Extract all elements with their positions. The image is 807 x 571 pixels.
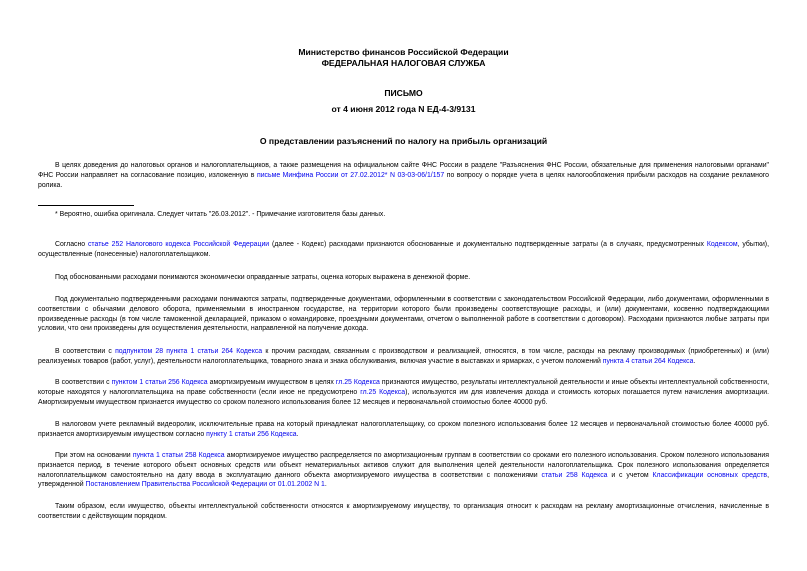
link-chapter-25[interactable]: гл.25 Кодекса <box>335 379 380 386</box>
link-point-1-article-256[interactable]: пунктом 1 статьи 256 Кодекса <box>111 379 208 386</box>
link-government-resolution[interactable]: Постановлением Правительства Российской Федерации от 01.01.2002 N 1 <box>85 481 325 489</box>
paragraph-9: Таким образом, если имущество, объекты интеллектуальной собственности относятся к амортизируемому имуществу, то организация относит к расходам на рекламу амортизационные отчисления, начисленные в соответствии с действующим порядком. <box>38 503 769 520</box>
link-point-1-article-256-second[interactable]: пункту 1 статьи 256 Кодекса <box>206 430 297 438</box>
paragraph-8: При этом на основании пункта 1 статьи 258 Кодекса амортизируемое имущество распределяется по амортизационным группам в соответствии со сроками его полезного использования. Сроком полезного использования признается период, в течение которого объект основных средств или объект нематериальных активов служит для выполнения целей деятельности налогоплательщика. Срок полезного использования определяется налогоплательщиком самостоятельно на дату ввода в эксплуатацию данного объекта амортизируемого имущества в соответствии с положениями статьи 258 Кодекса и с учетом Классификации основных средств, утвержденной Постановлением Правительства Российской Федерации от 01.01.2002 N 1. <box>38 452 769 489</box>
paragraph-3: Под обоснованными расходами понимаются экономически оправданные затраты, оценка которых выражена в денежной форме. <box>55 274 471 281</box>
link-article-252[interactable]: статье 252 Налогового кодекса Российской Федерации <box>87 241 270 248</box>
document-subject: О представлении разъяснений по налогу на прибыль организаций <box>259 136 548 146</box>
link-point-4-article-264[interactable]: пункта 4 статьи 264 Кодекса <box>602 357 694 365</box>
link-code[interactable]: Кодексом <box>706 241 738 248</box>
link-point-1-article-258[interactable]: пункта 1 статьи 258 Кодекса <box>132 452 225 459</box>
paragraph-4: Под документально подтвержденными расходами понимаются затраты, подтвержденные документами, оформленными в соответствии с законодательством Российской Федерации, либо документами, оформленными в соответствии с обычаями делового оборота, применяемыми в иностранном государстве, на территории которого были произведены соответствующие расходы, и (или) документами, косвенно подтверждающими произведенные расходы (в том числе таможенной декларацией, приказом о командировке, проездными документами, отчетом о выполненной работе в соответствии с договором). Расходами признаются любые затраты при условии, что они произведены для осуществления деятельности, направленной на получение дохода. <box>38 296 769 333</box>
paragraph-5: В соответствии с подпунктом 28 пункта 1 статьи 264 Кодекса к прочим расходам, связанным с производством и реализацией, относятся, в том числе, расходы на рекламу производимых (приобретенных) и (или) реализуемых товаров (работ, услуг), деятельности налогоплательщика, товарного знака и знака обслуживания, включая участие в выставках и ярмарках, с учетом положений пункта 4 статьи 264 Кодекса. <box>38 348 769 365</box>
footnote: * Вероятно, ошибка оригинала. Следует читать "26.03.2012". - Примечание изготовителя базы данных. <box>55 211 386 218</box>
paragraph-6: В соответствии с пунктом 1 статьи 256 Кодекса амортизируемым имуществом в целях гл.25 Кодекса признаются имущество, результаты интеллектуальной деятельности и иные объекты интеллектуальной собственности, которые находятся у налогоплательщика на праве собственности (если иное не предусмотрено гл.25 Кодекса), используются им для извлечения дохода и стоимость которых погашается путем начисления амортизации. Амортизируемым имуществом признается имущество со сроком полезного использования более 12 месяцев и первоначальной стоимостью более 40000 руб. <box>38 379 769 406</box>
link-fixed-assets-classification[interactable]: Классификации основных средств <box>652 471 768 479</box>
link-subpoint-28-article-264[interactable]: подпунктом 28 пункта 1 статьи 264 Кодекса <box>115 348 263 355</box>
paragraph-2: Согласно статье 252 Налогового кодекса Российской Федерации (далее - Кодекс) расходами признаются обоснованные и документально подтвержденные затраты (а в случаях, предусмотренных Кодексом, убытки), осуществленные (понесенные) налогоплательщиком. <box>38 241 770 258</box>
footnote-divider <box>38 205 134 206</box>
paragraph-7: В налоговом учете рекламный видеоролик, исключительные права на который принадлежат налогоплательщику, со сроком полезного использования более 12 месяцев и первоначальной стоимостью более 40000 руб. признается амортизируемым имуществом согласно пункту 1 статьи 256 Кодекса. <box>38 421 769 438</box>
service-title: ФЕДЕРАЛЬНАЯ НАЛОГОВАЯ СЛУЖБА <box>321 58 486 68</box>
document-type: ПИСЬМО <box>384 88 423 98</box>
paragraph-1: В целях доведения до налоговых органов и налогоплательщиков, а также размещения на официальном сайте ФНС России в разделе "Разъяснения ФНС России, обязательные для применения налоговыми органами" ФНС России направляет на согласование позицию, изложенную в письме Минфина России от 27.02.2012* N 03-03-06/1/157 по вопросу о порядке учета в целях налогообложения прибыли расходов на создание рекламного ролика. <box>38 162 769 189</box>
link-article-258[interactable]: статьи 258 Кодекса <box>541 471 608 479</box>
document-date-number: от 4 июня 2012 года N ЕД-4-3/9131 <box>331 104 476 114</box>
link-chapter-25-second[interactable]: гл.25 Кодекса <box>360 388 406 396</box>
link-minfin-letter[interactable]: письме Минфина России от 27.02.2012* N 03-03-06/1/157 <box>256 171 445 179</box>
ministry-title: Министерство финансов Российской Федерации <box>298 47 509 57</box>
